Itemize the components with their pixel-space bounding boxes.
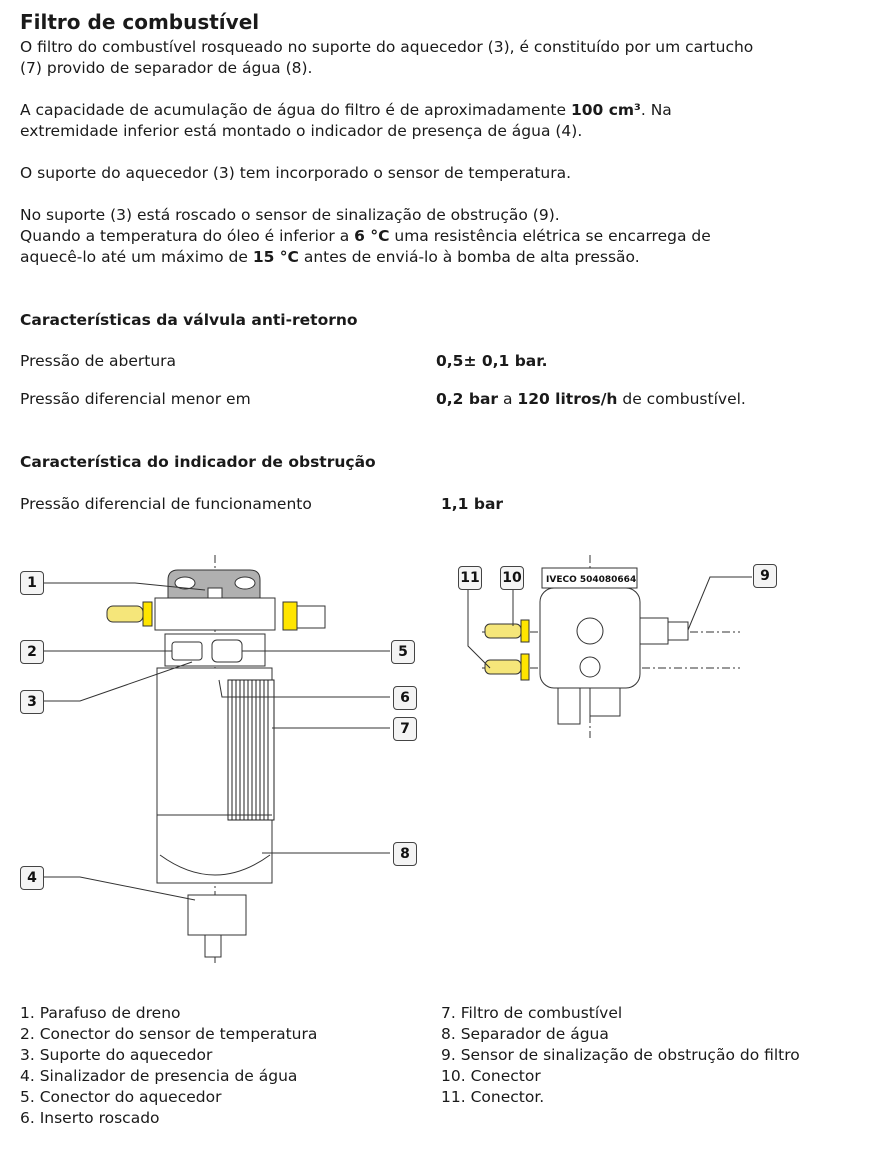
fitting-10 <box>485 624 521 638</box>
callout-9: 9 <box>753 564 777 588</box>
callout-4: 4 <box>20 866 44 890</box>
callout-3: 3 <box>20 690 44 714</box>
heater-text-3: aquecê-lo até um máximo de <box>20 248 253 266</box>
operating-pressure-value: 1,1 bar <box>441 495 504 513</box>
callout-11: 11 <box>458 566 482 590</box>
intro-paragraph <box>20 37 753 79</box>
indicator-heading: Característica do indicador de obstrução <box>20 453 376 471</box>
heater-paragraph <box>20 205 711 268</box>
heater-line-2 <box>20 226 711 247</box>
temp-sensor-connector <box>172 642 202 660</box>
legend-item-7: 7. Filtro de combustível <box>441 1004 623 1022</box>
legend-item-2: 2. Conector do sensor de temperatura <box>20 1025 318 1043</box>
legend-item-6: 6. Inserto roscado <box>20 1109 160 1127</box>
outlet-nut <box>283 602 297 630</box>
capacity-line-2: extremidade inferior está montado o indicador de presença de água (4). <box>20 122 583 140</box>
inlet-fitting <box>107 606 143 622</box>
legend-left <box>20 1003 317 1129</box>
bracket-hole-right <box>235 577 255 589</box>
opening-pressure-value: 0,5± 0,1 bar. <box>436 352 548 370</box>
nut-10 <box>521 620 529 642</box>
heater-line-3 <box>20 247 711 268</box>
callout-1: 1 <box>20 571 44 595</box>
water-sensor-plug <box>205 935 221 957</box>
flow-value: 120 litros/h <box>517 390 618 408</box>
heater-text: Quando a temperatura do óleo é inferior a <box>20 227 355 245</box>
sensor-paragraph: O suporte do aquecedor (3) tem incorporado o sensor de temperatura. <box>20 164 572 182</box>
inlet-nut <box>143 602 152 626</box>
min-temp-value: 6 °C <box>354 227 390 245</box>
intro-line-2: (7) provido de separador de água (8). <box>20 59 313 77</box>
nut-11 <box>521 654 529 680</box>
differential-pressure-label: Pressão diferencial menor em <box>20 390 251 408</box>
lower-connector <box>558 688 580 724</box>
sensor-body <box>640 618 668 644</box>
water-sensor <box>188 895 246 935</box>
capacity-text: A capacidade de acumulação de água do filtro é de aproximadamente <box>20 101 571 119</box>
legend-item-1: 1. Parafuso de dreno <box>20 1004 181 1022</box>
capacity-line-1 <box>20 100 672 121</box>
legend-item-4: 4. Sinalizador de presencia de água <box>20 1067 298 1085</box>
upper-port <box>577 618 603 644</box>
legend-item-5: 5. Conector do aquecedor <box>20 1088 222 1106</box>
capacity-value: 100 cm³ <box>570 101 641 119</box>
lower-plug <box>590 688 620 716</box>
heater-line-1: No suporte (3) está roscado o sensor de sinalização de obstrução (9). <box>20 206 560 224</box>
max-temp-value: 15 °C <box>252 248 299 266</box>
callout-7: 7 <box>393 717 417 741</box>
heater-support-diagram <box>440 550 800 740</box>
flow-suffix: de combustível. <box>617 390 746 408</box>
callout-5: 5 <box>391 640 415 664</box>
fuel-filter-diagram <box>0 550 440 970</box>
callout-2: 2 <box>20 640 44 664</box>
heater-text-2: uma resistência elétrica se encarrega de <box>389 227 711 245</box>
heater-text-4: antes de enviá-lo à bomba de alta pressão. <box>298 248 640 266</box>
outlet-connector <box>297 606 325 628</box>
lower-port <box>580 657 600 677</box>
fitting-11 <box>485 660 521 674</box>
page-title: Filtro de combustível <box>20 10 260 34</box>
capacity-text-end: . Na <box>640 101 672 119</box>
pressure-value: 0,2 bar <box>436 390 499 408</box>
filter-element <box>228 680 274 820</box>
legend-right <box>441 1003 800 1108</box>
sensor-tip <box>668 622 688 640</box>
valve-heading: Características da válvula anti-retorno <box>20 311 358 329</box>
intro-line-1: O filtro do combustível rosqueado no suporte do aquecedor (3), é constituído por um cartucho <box>20 38 754 56</box>
opening-pressure-label: Pressão de abertura <box>20 352 177 370</box>
legend-item-10: 10. Conector <box>441 1067 541 1085</box>
capacity-paragraph <box>20 100 672 142</box>
callout-8: 8 <box>393 842 417 866</box>
part-marking: IVECO 504080664 <box>546 575 637 585</box>
pressure-connector: a <box>498 390 518 408</box>
legend-item-3: 3. Suporte do aquecedor <box>20 1046 213 1064</box>
legend-item-9: 9. Sensor de sinalização de obstrução do filtro <box>441 1046 800 1064</box>
callout-10: 10 <box>500 566 524 590</box>
heater-connector <box>212 640 242 662</box>
drain-screw <box>208 588 222 598</box>
operating-pressure-label: Pressão diferencial de funcionamento <box>20 495 312 513</box>
differential-pressure-value <box>436 390 746 408</box>
filter-head <box>155 598 275 630</box>
legend-item-8: 8. Separador de água <box>441 1025 609 1043</box>
legend-item-11: 11. Conector. <box>441 1088 545 1106</box>
callout-6: 6 <box>393 686 417 710</box>
